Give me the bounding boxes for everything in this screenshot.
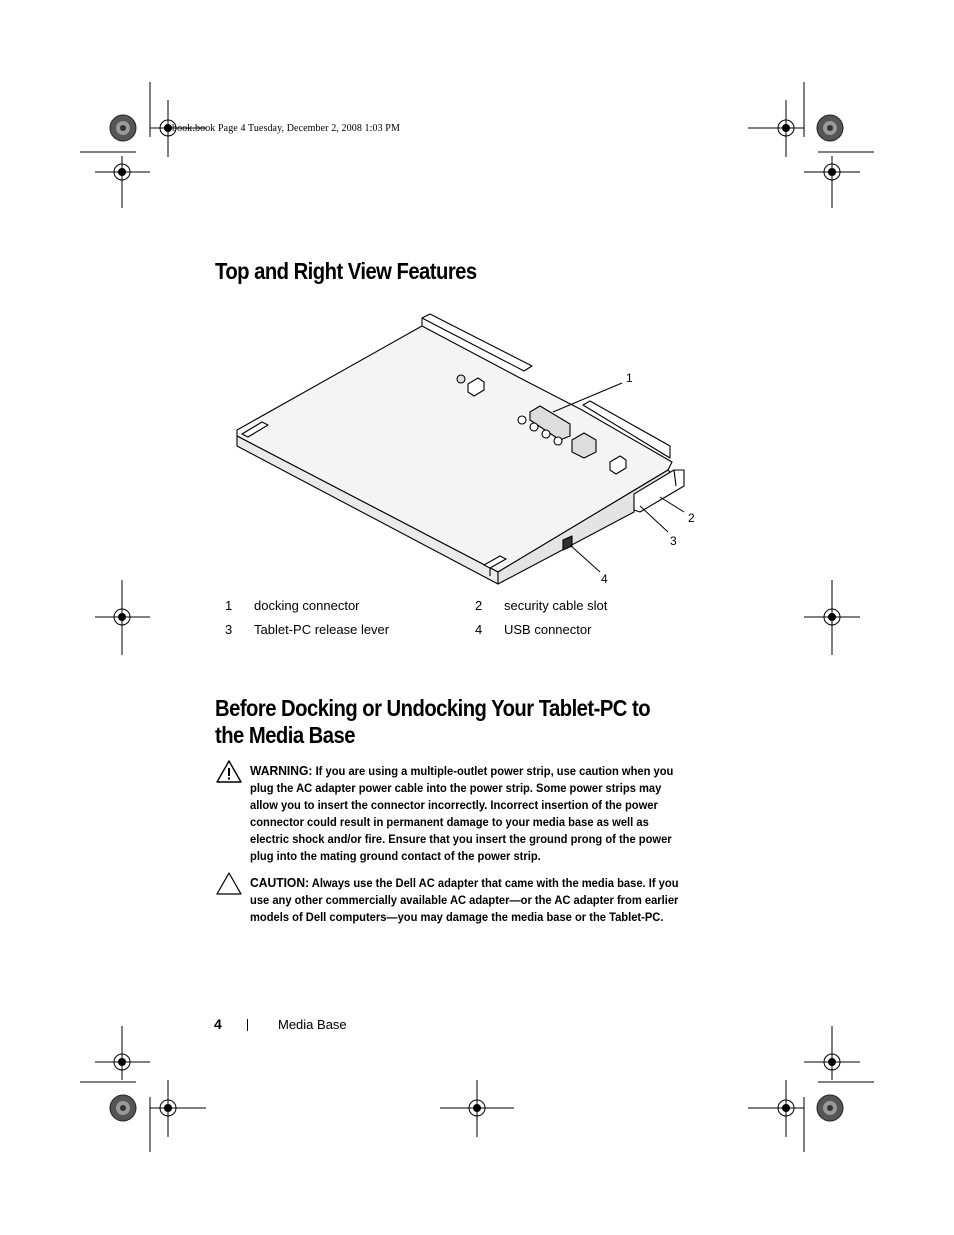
callout-4: 4 — [601, 572, 608, 586]
print-header: book.book Page 4 Tuesday, December 2, 2008 1:03 PM — [172, 123, 400, 134]
warning-triangle-icon — [216, 760, 242, 784]
warning-lead: WARNING: — [250, 763, 313, 778]
legend-label: security cable slot — [504, 598, 608, 613]
legend-number: 3 — [225, 622, 233, 637]
legend-number: 2 — [475, 598, 483, 613]
footer-divider — [247, 1019, 248, 1031]
legend-number: 4 — [475, 622, 483, 637]
callout-2: 2 — [688, 511, 695, 525]
page-number: 4 — [214, 1016, 222, 1032]
footer-chapter-title: Media Base — [278, 1017, 347, 1032]
legend-label: Tablet-PC release lever — [254, 622, 390, 637]
caution-lead: CAUTION: — [250, 875, 310, 890]
callout-3: 3 — [670, 534, 677, 548]
legend-label: USB connector — [504, 622, 592, 637]
section-title-docking: Before Docking or Undocking Your Tablet-PC to the Media Base — [215, 695, 651, 748]
caution-text: CAUTION: Always use the Dell AC adapter that came with the media base. If you use any other commercially available AC adapter—or the AC adapter from earlier models of Dell computers—you may damage the media base or the Tablet-PC. — [250, 875, 679, 924]
legend-number: 1 — [225, 598, 233, 613]
warning-text: WARNING: If you are using a multiple-outlet power strip, use caution when you plug the AC adapter power cable into the power strip. Some power strips may allow you to insert the connector incorrectly. Incorrect insertion of the power connector could result in permanent damage to your media base as well as electric shock and/or fire. Ensure that you insert the ground prong of the power plug into the mating ground contact of the power strip. — [250, 763, 674, 863]
caution-triangle-icon — [216, 872, 242, 896]
legend-label: docking connector — [254, 598, 360, 613]
callout-1: 1 — [626, 371, 633, 385]
section-title-features: Top and Right View Features — [215, 258, 477, 284]
